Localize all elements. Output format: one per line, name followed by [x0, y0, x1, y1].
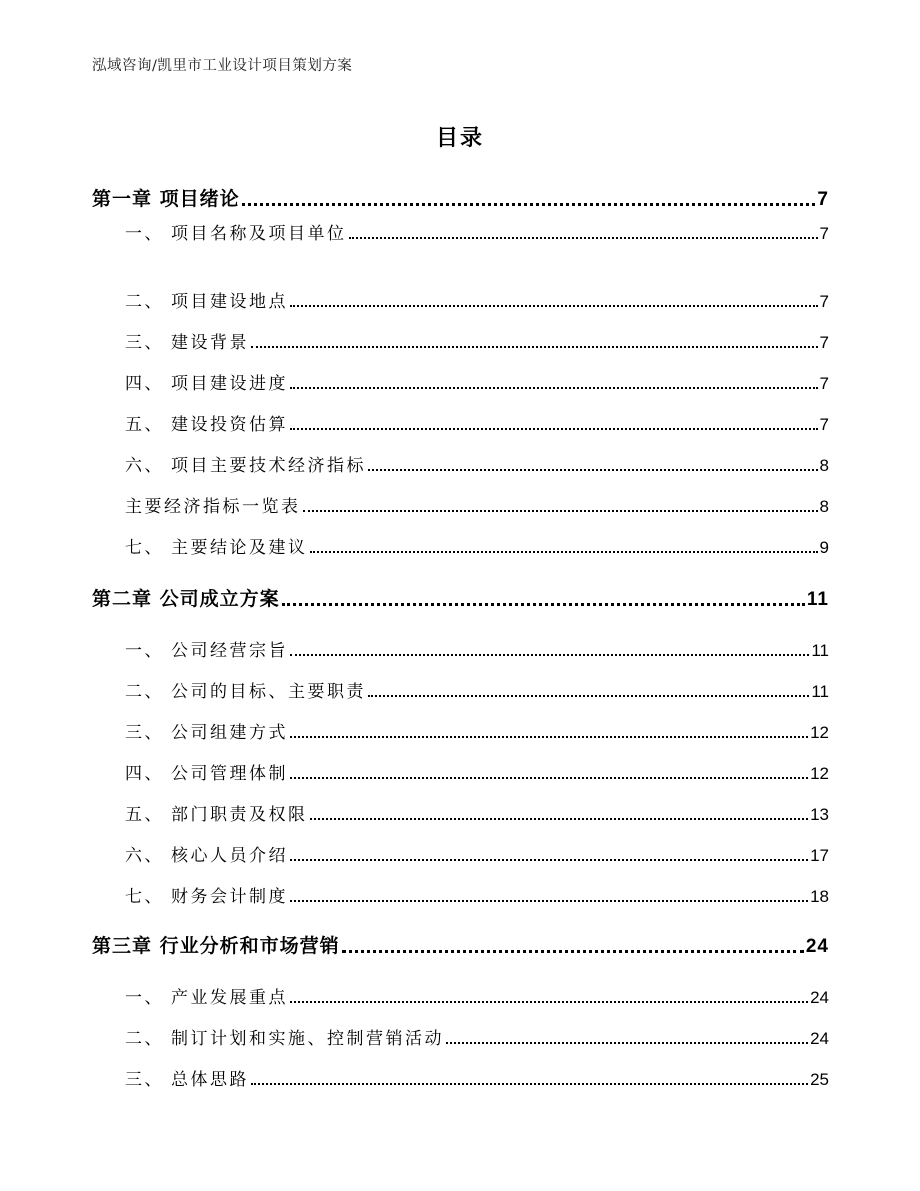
toc-section[interactable] [125, 800, 829, 825]
toc-leader-dots [446, 1042, 808, 1044]
toc-section-number: 六、 [125, 456, 164, 476]
toc-page-number: 11 [811, 682, 829, 701]
toc-page-number: 7 [819, 224, 829, 243]
toc-chapter-1[interactable] [92, 184, 829, 211]
toc-page-number: 25 [810, 1070, 829, 1089]
toc-page-number: 8 [819, 497, 829, 516]
toc-section-number: 三、 [125, 723, 164, 743]
toc-section[interactable] [125, 1065, 829, 1090]
toc-section[interactable] [125, 677, 829, 702]
toc-section-number: 二、 [125, 1029, 164, 1049]
toc-section-label: 部门职责及权限 [171, 805, 308, 825]
toc-leader-dots [342, 950, 804, 953]
toc-page-number: 11 [806, 589, 829, 610]
toc-leader-dots [290, 777, 808, 779]
toc-page-number: 12 [810, 764, 829, 783]
toc-leader-dots [251, 346, 818, 348]
toc-section-label: 主要结论及建议 [171, 538, 308, 558]
toc-section-number: 五、 [125, 415, 164, 435]
toc-section-label: 建设背景 [171, 333, 249, 353]
toc-section[interactable] [125, 718, 829, 743]
toc-leader-dots [282, 603, 805, 606]
toc-page-number: 7 [819, 292, 829, 311]
toc-section[interactable] [125, 451, 829, 476]
toc-section[interactable] [125, 219, 829, 244]
toc-page-number: 8 [819, 456, 829, 475]
toc-chapter-label: 第二章 公司成立方案 [92, 588, 280, 610]
toc-section-number: 三、 [125, 1070, 164, 1090]
toc-section[interactable] [125, 841, 829, 866]
toc-page-number: 12 [810, 723, 829, 742]
toc-leader-dots [368, 469, 818, 471]
toc-section[interactable] [125, 759, 829, 784]
toc-section[interactable] [125, 882, 829, 907]
toc-page-number: 24 [805, 936, 829, 957]
toc-section-label: 核心人员介绍 [171, 846, 288, 866]
toc-section-number: 七、 [125, 538, 164, 558]
toc-section-label: 项目名称及项目单位 [171, 224, 347, 244]
page-header: 泓域咨询/凯里市工业设计项目策划方案 [92, 58, 353, 74]
toc-section[interactable] [125, 533, 829, 558]
toc-page-number: 11 [811, 641, 829, 660]
toc-page-number: 7 [819, 374, 829, 393]
toc-page-number: 24 [810, 1029, 829, 1048]
toc-section-label: 产业发展重点 [171, 988, 288, 1008]
toc-section-number: 四、 [125, 374, 164, 394]
toc-section[interactable] [125, 636, 829, 661]
toc-section-label: 项目主要技术经济指标 [171, 456, 366, 476]
toc-section-number: 七、 [125, 887, 164, 907]
toc-leader-dots [290, 900, 808, 902]
toc-section-number: 一、 [125, 641, 164, 661]
toc-chapter-2[interactable] [92, 584, 829, 611]
toc-leader-dots [290, 387, 818, 389]
toc-leader-dots [251, 1083, 808, 1085]
toc-section-label: 总体思路 [171, 1070, 249, 1090]
toc-section-number: 四、 [125, 764, 164, 784]
toc-page-number: 7 [819, 415, 829, 434]
toc-section-label: 公司的目标、主要职责 [171, 682, 366, 702]
toc-section[interactable] [125, 287, 829, 312]
toc-section-label: 建设投资估算 [171, 415, 288, 435]
toc-page-number: 24 [810, 988, 829, 1007]
toc-page-number: 13 [810, 805, 829, 824]
toc-section-label: 主要经济指标一览表 [125, 497, 301, 517]
toc-section-label: 项目建设地点 [171, 292, 288, 312]
toc-leader-dots [349, 237, 818, 239]
toc-section-number: 五、 [125, 805, 164, 825]
toc-chapter-label: 第三章 行业分析和市场营销 [92, 935, 340, 957]
toc-section-number: 一、 [125, 988, 164, 1008]
toc-chapter-3[interactable] [92, 931, 829, 958]
toc-section[interactable] [125, 369, 829, 394]
toc-section-label: 公司经营宗旨 [171, 641, 288, 661]
toc-page-number: 17 [810, 846, 829, 865]
toc-section[interactable] [125, 983, 829, 1008]
toc-leader-dots [290, 428, 818, 430]
toc-section-number: 一、 [125, 224, 164, 244]
toc-section-number: 六、 [125, 846, 164, 866]
toc-chapter-label: 第一章 项目绪论 [92, 188, 240, 210]
toc-leader-dots [303, 510, 818, 512]
toc-section-label: 项目建设进度 [171, 374, 288, 394]
toc-leader-dots [310, 818, 809, 820]
toc-section-number: 二、 [125, 292, 164, 312]
toc-leader-dots [290, 736, 808, 738]
toc-page-number: 7 [819, 333, 829, 352]
toc-page-number: 9 [819, 538, 829, 557]
toc-leader-dots [290, 859, 808, 861]
toc-leader-dots [290, 654, 809, 656]
toc-leader-dots [242, 203, 816, 206]
toc-page-number: 7 [817, 189, 829, 210]
toc-section[interactable] [125, 328, 829, 353]
toc-leader-dots [290, 1001, 808, 1003]
toc-section[interactable] [125, 492, 829, 517]
toc-section-number: 二、 [125, 682, 164, 702]
toc-leader-dots [368, 695, 809, 697]
toc-section-label: 公司管理体制 [171, 764, 288, 784]
toc-section-label: 公司组建方式 [171, 723, 288, 743]
toc-leader-dots [290, 305, 818, 307]
toc-section-number: 三、 [125, 333, 164, 353]
toc-section-label: 财务会计制度 [171, 887, 288, 907]
page-title: 目录 [435, 126, 484, 151]
toc-section[interactable] [125, 410, 829, 435]
toc-section-label: 制订计划和实施、控制营销活动 [171, 1029, 444, 1049]
toc-leader-dots [310, 551, 818, 553]
toc-section[interactable] [125, 1024, 829, 1049]
toc-page-number: 18 [810, 887, 829, 906]
